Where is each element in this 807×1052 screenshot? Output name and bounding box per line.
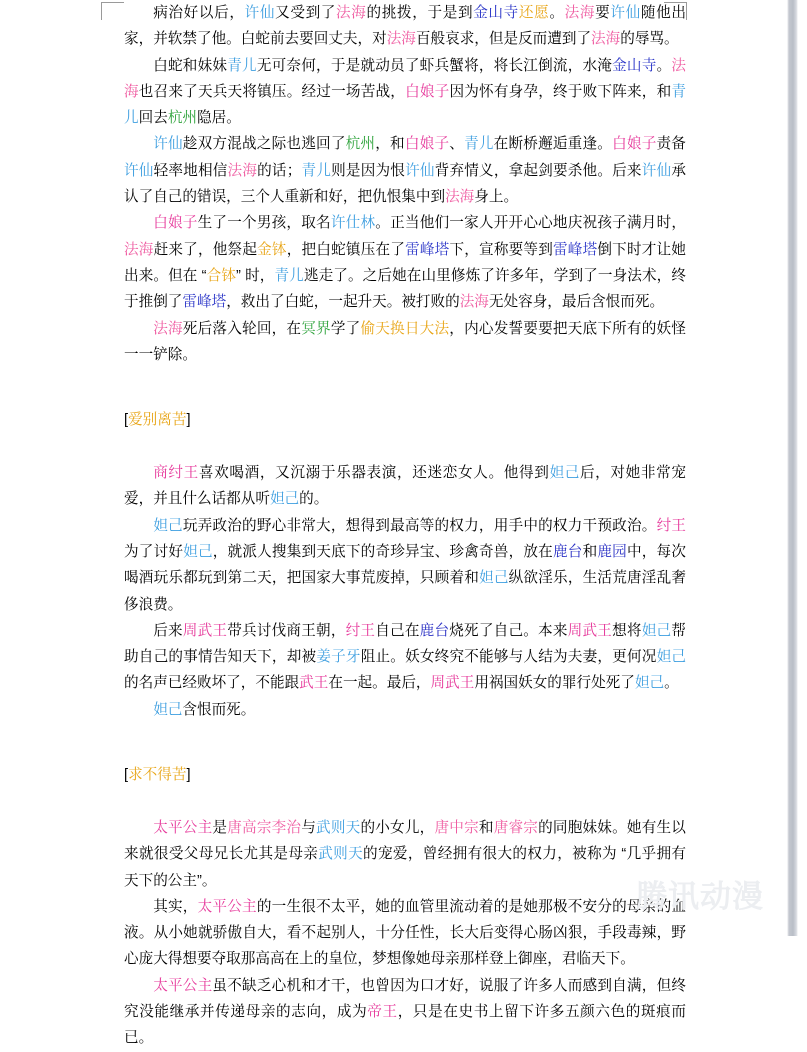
highlight-term-royal: 鹿台: [419, 622, 450, 639]
body-text: 后来: [153, 622, 183, 639]
body-text: 的挑拨，于是到: [366, 5, 474, 21]
highlight-term-magenta: 白娘子: [612, 136, 657, 153]
highlight-term-royal: 鹿园: [597, 543, 627, 560]
body-text: 的。: [299, 491, 329, 508]
highlight-term-green: 杭州: [345, 136, 376, 153]
body-text: 后，对她非常宠爱，并且什么话都从听: [124, 465, 686, 508]
highlight-term-gold: 还愿: [518, 5, 550, 21]
highlight-term-blue: 妲己: [641, 622, 672, 639]
highlight-term-blue: 许仙: [124, 162, 154, 179]
body-text: 隐居。: [197, 110, 241, 127]
watermark-tencent-comics: 腾讯动漫: [636, 878, 764, 915]
highlight-term-pink: 法海: [564, 5, 596, 21]
body-text: 。: [656, 57, 672, 74]
body-text: 中，每次喝酒玩乐都玩到第二天，把国家大事荒废掉，只顾着和: [124, 543, 686, 587]
body-text: 病治好以后，: [153, 5, 245, 21]
body-text: ，就派人搜集到天底下的奇珍异宝、珍禽奇兽，放在: [212, 543, 553, 560]
highlight-term-blue: 许仙: [153, 136, 183, 153]
section-spacer: [124, 368, 686, 394]
paragraph-p8: [124, 618, 686, 697]
body-text: 也召来了天兵天将镇压。经过一场苦战，: [138, 83, 406, 100]
body-text: 是: [212, 819, 228, 836]
highlight-term-blue: 青儿: [464, 136, 494, 153]
highlight-term-blue: 姜子牙: [316, 649, 361, 666]
highlight-term-magenta: 太平公主: [153, 819, 213, 836]
body-text: 想将: [612, 622, 642, 639]
body-text: ，把白蛇镇压在了: [286, 241, 406, 258]
body-text: 白蛇和妹妹: [153, 57, 228, 74]
body-text: 。: [664, 675, 679, 692]
paragraph-p7: [124, 513, 686, 618]
paragraph-p11: [124, 894, 686, 973]
body-text: 百般哀求，但是反而遭到了: [415, 31, 592, 48]
body-text: 要: [595, 5, 611, 21]
paragraph-p12: [124, 973, 686, 1052]
body-text: 在一起。最后，: [328, 675, 431, 692]
body-text: 喜欢喝酒，又沉溺于乐器表演，还迷恋女人。他得到: [198, 465, 550, 482]
paragraph-p1: [124, 0, 686, 53]
body-text: ，和: [375, 136, 405, 153]
body-text: 烧死了自己。本来: [449, 622, 568, 639]
highlight-term-blue: 妲己: [153, 701, 183, 718]
highlight-term-blue: 青儿: [301, 162, 332, 179]
highlight-term-pink: 法海: [227, 162, 258, 179]
highlight-term-blue: 青儿: [227, 57, 257, 74]
body-text: 玩弄政治的野心非常大，想得到最高等的权力，用手中的权力干预政治。: [182, 517, 657, 534]
paragraph-p3: [124, 131, 686, 210]
heading-bracket-close: ]: [186, 767, 191, 784]
scrollbar-thumb[interactable]: [787, 0, 798, 936]
paragraph-p5: [124, 316, 686, 369]
highlight-term-gold: 金钵: [257, 241, 287, 258]
highlight-term-magenta: 周武王: [182, 622, 228, 639]
highlight-term-magenta: 商纣王: [153, 465, 199, 482]
margin-corner-mark-top-left: [101, 2, 124, 20]
body-text: 无处容身，最后含恨而死。: [488, 294, 665, 311]
highlight-term-pink: 唐中宗: [434, 819, 479, 836]
body-text: 。正当他们一家人开开心心地庆祝孩子满月时，: [375, 215, 686, 232]
highlight-term-blue: 许仕林: [330, 215, 376, 232]
body-text: 学了: [330, 320, 361, 337]
section-heading-label: 求不得苦: [128, 767, 187, 784]
highlight-term-magenta: 纣王: [345, 622, 376, 639]
body-text: 又受到了: [275, 5, 337, 21]
heading-bracket-close: ]: [186, 412, 191, 429]
highlight-term-pink: 唐睿宗: [493, 819, 539, 836]
highlight-term-indigo: 雷峰塔: [405, 241, 450, 258]
highlight-term-magenta: 太平公主: [153, 977, 213, 994]
highlight-term-indigo: 金山寺: [473, 5, 519, 21]
body-text: 用祸国妖女的罪行处死了: [474, 675, 635, 692]
highlight-term-blue: 青儿: [274, 267, 304, 284]
body-text: 的话；: [257, 162, 302, 179]
body-text: 在断桥邂逅重逢。: [493, 136, 613, 153]
body-text: 随他出家，并软禁了他。白蛇前去要回丈夫，对: [124, 5, 686, 48]
body-text: ，救出了白蛇，一起升天。被打败的: [226, 294, 460, 311]
body-text: 背弃情义，拿起剑要杀他。后来: [434, 162, 642, 179]
body-text: 的宠爱，曾经拥有很大的权力，被称为 “几乎拥有天下的公主”。: [124, 846, 686, 889]
highlight-term-gold: 合钵: [206, 267, 237, 284]
highlight-term-royal: 鹿台: [552, 543, 583, 560]
highlight-term-indigo: 雷峰塔: [553, 241, 598, 258]
highlight-term-pink: 法海: [591, 31, 621, 48]
body-text: 与: [301, 819, 317, 836]
highlight-term-green: 冥界: [301, 320, 331, 337]
highlight-term-pink: 法海: [336, 5, 367, 21]
section-spacer: [124, 723, 686, 749]
paragraph-p9: [124, 697, 686, 723]
body-text: ，只是在史书上留下许多五颜六色的斑痕而已。: [124, 1003, 686, 1047]
highlight-term-blue: 武则天: [318, 846, 364, 863]
highlight-term-blue: 妲己: [656, 649, 686, 666]
body-text: 含恨而死。: [182, 701, 256, 718]
highlight-term-blue: 许仙: [244, 5, 276, 21]
body-text: 死后落入轮回，在: [182, 320, 302, 337]
highlight-term-magenta: 白娘子: [153, 215, 198, 232]
body-text: 。: [549, 5, 565, 21]
highlight-term-magenta: 白娘子: [404, 136, 450, 153]
body-text: ” 时，: [236, 267, 275, 284]
body-text: 虽不缺乏心机和才干，也曾因为口才好，说服了许多人而感到自满，但终究没能继承并传递母亲的志向，成为: [124, 977, 686, 1020]
highlight-term-pink: 法海: [124, 241, 154, 258]
highlight-term-magenta: 纣王: [656, 517, 686, 534]
body-text: 生了一个男孩，取名: [197, 215, 331, 232]
paragraph-p2: [124, 53, 686, 132]
body-text: 带兵讨伐商王朝，: [227, 622, 346, 639]
body-text: 下，宣称要等到: [449, 241, 553, 258]
body-text: 的一生很不太平，她的血管里流动着的是她那极不安分的母亲的血液。从小她就骄傲自大，看不起别人，十分任性，长大后变得心肠凶狠，手段毒辣，野心庞大得想要夺取那高高在上的皇位，梦想像她母亲那样登上御座，君临天下。: [124, 898, 686, 968]
body-text: 自己在: [375, 622, 420, 639]
body-text: 阻止。妖女终究不能够与人结为夫妻，更何况: [360, 649, 657, 666]
body-text: 因为怀有身孕，终于败下阵来，和: [449, 83, 672, 100]
highlight-term-blue: 青儿: [124, 83, 686, 127]
paragraph-p10: [124, 815, 686, 894]
highlight-term-pink: 法海: [124, 57, 686, 100]
highlight-term-pink: 法海: [153, 320, 183, 337]
heading-bracket-open: [: [124, 767, 129, 784]
body-text: 的辱骂。: [620, 31, 679, 48]
highlight-term-blue: 妲己: [634, 675, 665, 692]
highlight-term-magenta: 周武王: [567, 622, 613, 639]
highlight-term-magenta: 武王: [299, 675, 329, 692]
heading-spacer: [124, 789, 686, 815]
body-text: 的小女儿，: [360, 819, 435, 836]
highlight-term-magenta: 白娘子: [405, 83, 450, 100]
highlight-term-green: 杭州: [167, 110, 198, 127]
body-text: 其实，: [153, 898, 198, 915]
body-text: 纵欲淫乐，生活荒唐淫乱奢侈浪费。: [124, 570, 686, 613]
heading-bracket-open: [: [124, 412, 129, 429]
paragraph-p4: [124, 210, 686, 315]
highlight-term-blue: 武则天: [316, 819, 361, 836]
highlight-term-magenta: 周武王: [430, 675, 475, 692]
section-spacer: [124, 749, 686, 762]
highlight-term-pink: 法海: [445, 189, 475, 206]
body-text: 趁双方混战之际也逃回了: [182, 136, 346, 153]
highlight-term-gold: 偷天换日大法: [360, 320, 450, 337]
heading-spacer: [124, 434, 686, 460]
body-text: 无可奈何，于是就动员了虾兵蟹将，将长江倒流，水淹: [256, 57, 613, 74]
body-text: 责备: [656, 136, 686, 153]
highlight-term-indigo: 金山寺: [612, 57, 657, 74]
body-text: 的名声已经败坏了，不能跟: [124, 675, 300, 692]
section-heading-label: 爱别离苦: [128, 412, 187, 429]
highlight-term-blue: 妲己: [479, 570, 509, 587]
highlight-term-blue: 妲己: [183, 543, 213, 560]
highlight-term-blue: 许仙: [641, 162, 672, 179]
body-text: 赶来了，他祭起: [153, 241, 258, 258]
section-spacer: [124, 394, 686, 407]
section-heading-aibieli: [124, 407, 686, 433]
highlight-term-pink: 法海: [459, 294, 489, 311]
body-text: 的同胞妹妹。她有生以来就很受父母兄长尤其是母亲: [124, 819, 686, 863]
section-heading-qiubude: [124, 762, 686, 788]
body-text: 帮助自己的事情告知天下，却被: [124, 622, 686, 666]
body-text: 回去: [138, 110, 168, 127]
scrollbar-gutter[interactable]: [787, 0, 807, 936]
body-text: 和: [478, 819, 494, 836]
body-text: 为了讨好: [124, 543, 184, 560]
paragraph-p6: [124, 460, 686, 513]
body-text: 则是因为恨: [331, 162, 406, 179]
highlight-term-magenta: 帝王: [367, 1003, 398, 1020]
highlight-term-blue: 许仙: [405, 162, 435, 179]
body-text: 逃走了。之后她在山里修炼了许多年，学到了一身法术，终于推倒了: [124, 267, 686, 311]
highlight-term-pink: 唐高宗李治: [227, 819, 302, 836]
highlight-term-magenta: 太平公主: [197, 898, 257, 915]
body-text: 和: [582, 543, 598, 560]
highlight-term-blue: 妲己: [549, 465, 580, 482]
highlight-term-blue: 妲己: [269, 491, 300, 508]
highlight-term-pink: 法海: [386, 31, 416, 48]
body-text: 承认了自己的错误，三个人重新和好，把仇恨集中到: [124, 162, 686, 206]
highlight-term-blue: 妲己: [153, 517, 183, 534]
body-text: 倒下时才让她出来。但在 “: [124, 241, 686, 284]
highlight-term-blue: 许仙: [610, 5, 641, 21]
body-text: 身上。: [474, 189, 519, 206]
highlight-term-indigo: 雷峰塔: [182, 294, 227, 311]
body-text: ，内心发誓要要把天底下所有的妖怪一一铲除。: [124, 320, 686, 363]
body-text: 、: [449, 136, 465, 153]
document-text-body: [124, 0, 686, 1052]
body-text: 轻率地相信: [153, 162, 228, 179]
